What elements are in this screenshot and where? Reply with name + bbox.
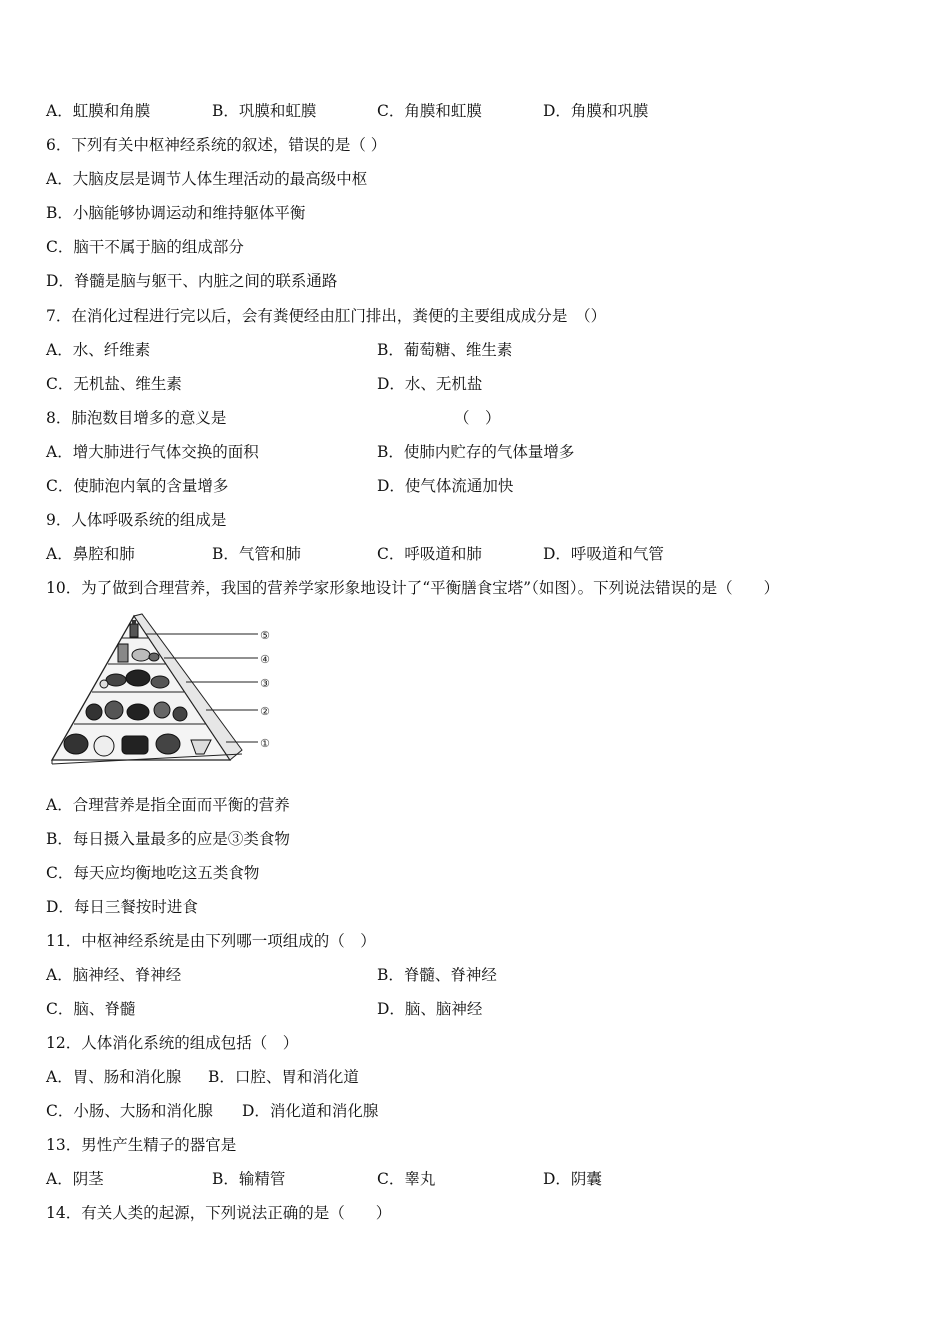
q11-option-d: D．脑、脑神经 (377, 1000, 483, 1018)
q14-stem: 14．有关人类的起源，下列说法正确的是（ ） (46, 1204, 392, 1222)
q9-option-b: B．气管和肺 (212, 545, 301, 563)
q12-stem: 12．人体消化系统的组成包括（ ） (46, 1034, 299, 1052)
q8-option-c: C．使肺泡内氧的含量增多 (46, 477, 229, 495)
q8-options-row1 (46, 441, 906, 463)
q8-answer-blank: （ ） (454, 409, 501, 427)
q7-option-c: C．无机盐、维生素 (46, 375, 182, 393)
q9-option-c: C．呼吸道和肺 (377, 545, 482, 563)
food-pyramid-figure (46, 612, 286, 768)
q7-option-b: B．葡萄糖、维生素 (377, 341, 513, 359)
q10-option-d: D．每日三餐按时进食 (46, 898, 198, 916)
q7-options-row1 (46, 339, 906, 361)
pyramid-label-3: ③ (260, 677, 270, 690)
q10-option-c: C．每天应均衡地吃这五类食物 (46, 864, 260, 882)
q5-option-a: A．虹膜和角膜 (46, 102, 151, 120)
q7-option-a: A．水、纤维素 (46, 341, 151, 359)
q11-options-row2 (46, 998, 906, 1020)
q6-option-a: A．大脑皮层是调节人体生理活动的最高级中枢 (46, 170, 368, 188)
q5-option-d: D．角膜和巩膜 (543, 102, 649, 120)
q6-option-b: B．小脑能够协调运动和维持躯体平衡 (46, 204, 306, 222)
q11-option-b: B．脊髓、脊神经 (377, 966, 497, 984)
pyramid-label-5: ⑤ (260, 629, 270, 642)
q13-stem: 13．男性产生精子的器官是 (46, 1136, 237, 1154)
q5-options (46, 100, 906, 122)
q10-option-a: A．合理营养是指全面而平衡的营养 (46, 796, 290, 814)
q12-option-a: A．胃、肠和消化腺 (46, 1068, 182, 1086)
q13-option-c: C．睾丸 (377, 1170, 436, 1188)
q7-options-row2 (46, 373, 906, 395)
q8-option-b: B．使肺内贮存的气体量增多 (377, 443, 575, 461)
q12-option-b: B．口腔、胃和消化道 (208, 1068, 359, 1086)
q7-option-d: D．水、无机盐 (377, 375, 483, 393)
q9-options (46, 543, 906, 565)
q12-option-c: C．小肠、大肠和消化腺 (46, 1102, 213, 1120)
q6-option-c: C．脑干不属于脑的组成部分 (46, 238, 244, 256)
q11-option-a: A．脑神经、脊神经 (46, 966, 182, 984)
q11-stem: 11．中枢神经系统是由下列哪一项组成的（ ） (46, 932, 376, 950)
q9-option-a: A．鼻腔和肺 (46, 545, 135, 563)
q11-options-row1 (46, 964, 906, 986)
q8-stem-row (46, 407, 906, 429)
q13-option-b: B．输精管 (212, 1170, 286, 1188)
q12-options-row2 (46, 1100, 906, 1122)
q5-option-b: B．巩膜和虹膜 (212, 102, 317, 120)
q8-stem: 8．肺泡数目增多的意义是 (46, 409, 227, 427)
pyramid-label-2: ② (260, 705, 270, 718)
q8-option-a: A．增大肺进行气体交换的面积 (46, 443, 259, 461)
q13-options (46, 1168, 906, 1190)
q8-option-d: D．使气体流通加快 (377, 477, 514, 495)
q9-stem: 9．人体呼吸系统的组成是 (46, 511, 227, 529)
q9-option-d: D．呼吸道和气管 (543, 545, 664, 563)
q12-options-row1 (46, 1066, 906, 1088)
pyramid-label-4: ④ (260, 653, 270, 666)
q10-stem: 10．为了做到合理营养，我国的营养学家形象地设计了“平衡膳食宝塔”（如图）。下列说法错误的是（ ） (46, 579, 780, 597)
q13-option-a: A．阴茎 (46, 1170, 104, 1188)
q12-option-d: D．消化道和消化腺 (242, 1102, 379, 1120)
q10-option-b: B．每日摄入量最多的应是③类食物 (46, 830, 290, 848)
q13-option-d: D．阴囊 (543, 1170, 602, 1188)
q5-option-c: C．角膜和虹膜 (377, 102, 482, 120)
q7-stem: 7．在消化过程进行完以后，会有粪便经由肛门排出，粪便的主要组成成分是 （） (46, 307, 607, 325)
q8-options-row2 (46, 475, 906, 497)
q11-option-c: C．脑、脊髓 (46, 1000, 136, 1018)
q6-stem: 6．下列有关中枢神经系统的叙述，错误的是（ ） (46, 136, 387, 154)
food-pyramid-illustration (46, 612, 286, 768)
q6-option-d: D．脊髓是脑与躯干、内脏之间的联系通路 (46, 272, 338, 290)
pyramid-label-1: ① (260, 737, 270, 750)
